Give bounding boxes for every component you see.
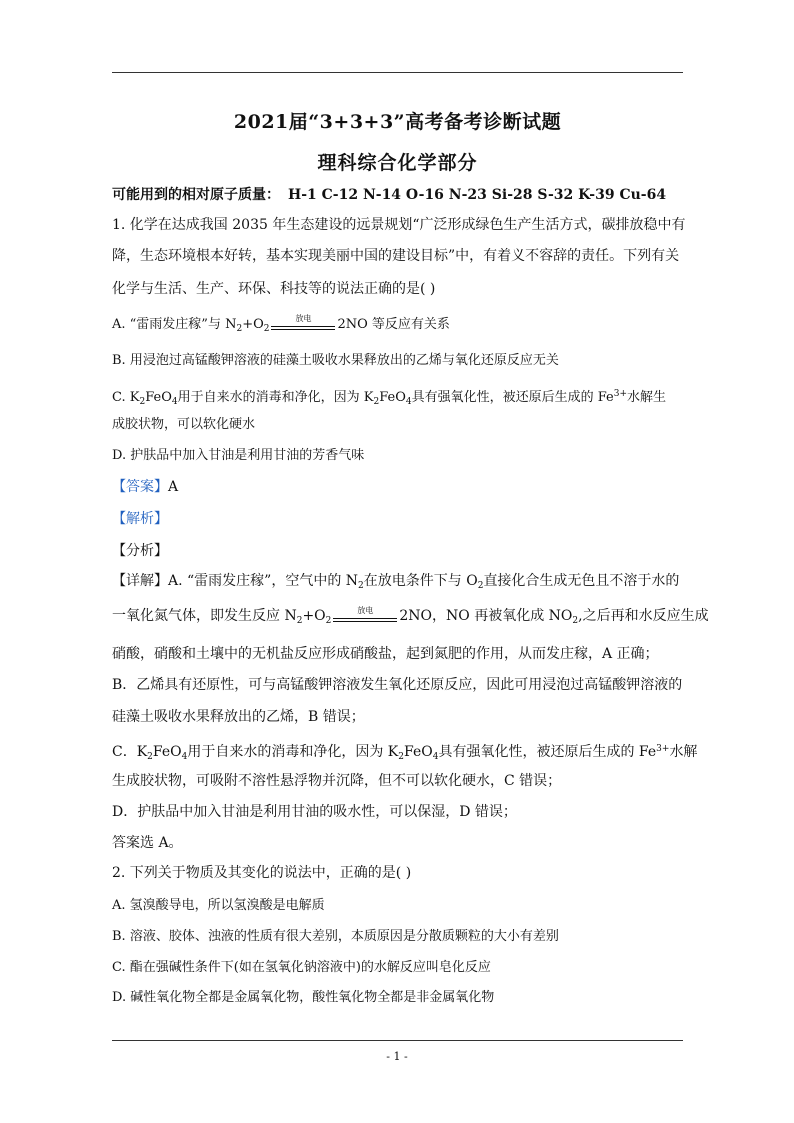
q2-option-c: C. 酯在强碱性条件下(如在氢氧化钠溶液中)的水解反应叫皂化反应 (112, 960, 491, 975)
reaction-arrow: 放电 (271, 316, 335, 330)
q1-option-b: B. 用浸泡过高锰酸钾溶液的硅藻土吸收水果释放出的乙烯与氧化还原反应无关 (112, 353, 559, 368)
q1-option-c-line2: 成胶状物，可以软化硬水 (112, 417, 256, 432)
q2-option-b: B. 溶液、胶体、浊液的性质有很大差别，本质原因是分散质颗粒的大小有差别 (112, 929, 559, 944)
detail-line9: 答案选 A。 (112, 835, 183, 851)
q1-answer: 【答案】A (112, 479, 179, 495)
atomic-masses-values: H-1 C-12 N-14 O-16 N-23 Si-28 S-32 K-39 Cu-64 (288, 187, 667, 203)
q1-option-a: A. “雷雨发庄稼”与 $N_2+O_2$ 放电 2NO 等反应有关系 (112, 314, 450, 334)
q1-stem-line2: 降，生态环境根本好转，基本实现美丽中国的建设目标”中，有着义不容辞的责任。下列有关 (112, 248, 680, 264)
detail-line8: D．护肤品中加入甘油是利用甘油的吸水性，可以保湿，D 错误； (112, 804, 517, 820)
q1-stem-line1: 1. 化学在达成我国 2035 年生态建设的远景规划“广泛形成绿色生产生活方式，碳排放稳中有 (112, 217, 686, 233)
detail-line5: 硅藻土吸收水果释放出的乙烯，B 错误； (112, 709, 365, 725)
detail-line3: 硝酸，硝酸和土壤中的无机盐反应形成硝酸盐，起到氮肥的作用，从而发庄稼，A 正确； (112, 646, 659, 662)
atomic-masses-label: 可能用到的相对原子质量： (112, 187, 280, 203)
q1-stem-line3: 化学与生活、生产、环保、科技等的说法正确的是( ) (112, 281, 436, 297)
detail-line1: 【详解】A. “雷雨发庄稼”，空气中的 $N_2$在放电条件下与 $O_2$直接化合生成无色且不溶于水的 (112, 573, 680, 591)
reaction-arrow: 放电 (333, 608, 397, 622)
analysis-tag: 【解析】 (112, 511, 168, 527)
detail-line4: B．乙烯具有还原性，可与高锰酸钾溶液发生氧化还原反应，因此可用浸泡过高锰酸钾溶液的 (112, 677, 683, 693)
q1-option-d: D. 护肤品中加入甘油是利用甘油的芳香气味 (112, 448, 365, 463)
footer-rule (112, 1040, 683, 1041)
detail-line2: 一氧化氮气体，即发生反应 $N_2+O_2$ 放电 2NO，NO 再被氧化成 $NO_2$,之后再和水反应生成 (112, 606, 709, 626)
atomic-masses (112, 184, 692, 204)
detail-line7: 生成胶状物，可吸附不溶性悬浮物并沉降，但不可以软化硬水，C 错误； (112, 773, 562, 789)
page-subtitle: 理科综合化学部分 (317, 152, 478, 174)
q2-option-d: D. 碱性氧化物全都是金属氧化物，酸性氧化物全都是非金属氧化物 (112, 990, 495, 1005)
answer-tag: 【答案】 (112, 479, 168, 495)
q2-option-a: A. 氢溴酸导电，所以氢溴酸是电解质 (112, 898, 325, 913)
header-rule (112, 72, 683, 73)
page-number: - 1 - (386, 1050, 408, 1063)
q2-stem: 2. 下列关于物质及其变化的说法中，正确的是( ) (112, 865, 412, 881)
detail-line6: C．$K_2FeO_4$用于自来水的消毒和净化，因为 $K_2FeO_4$具有强氧化性，被还原后生成的 $Fe^{3+}$水解 (112, 744, 698, 762)
q1-option-c-line1: C. $K_2FeO_4$用于自来水的消毒和净化，因为 $K_2FeO_4$具有强氧化性，被还原后生成的 $Fe^{3+}$水解生 (112, 389, 667, 407)
fenxi-tag: 【分析】 (112, 543, 168, 559)
page-title: 2021届“3+3+3”高考备考诊断试题 (233, 111, 562, 133)
